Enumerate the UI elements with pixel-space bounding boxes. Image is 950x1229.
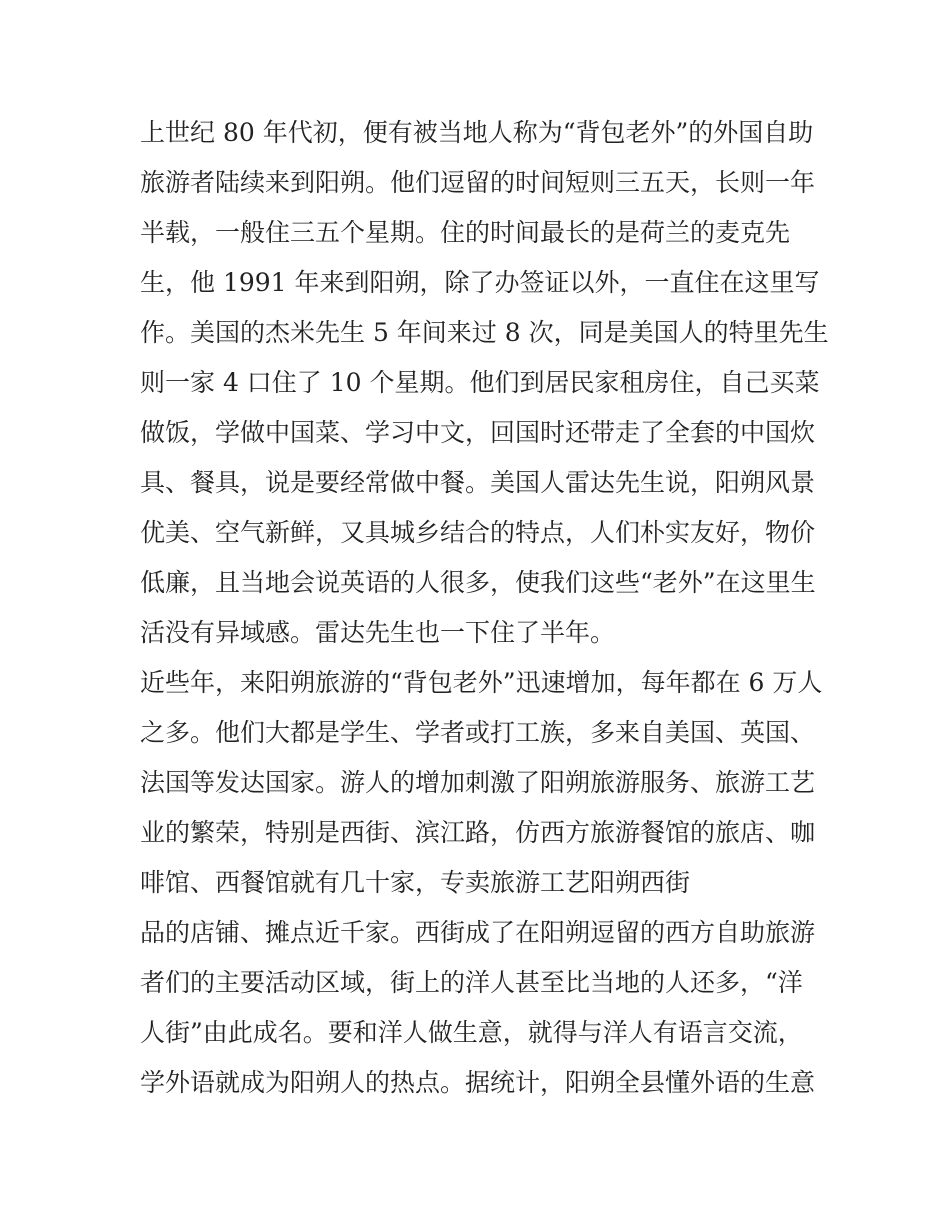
text-line: 近些年，来阳朔旅游的“背包老外”迅速增加，每年都在 6 万人	[140, 668, 823, 697]
text-line: 具、餐具，说是要经常做中餐。美国人雷达先生说，阳朔风景	[140, 468, 816, 497]
text-line: 半载，一般住三五个星期。住的时间最长的是荷兰的麦克先	[140, 218, 791, 247]
text-line: 啡馆、西餐馆就有几十家，专卖旅游工艺阳朔西街	[140, 868, 691, 897]
text-line: 优美、空气新鲜，又具城乡结合的特点，人们朴实友好，物价	[140, 518, 816, 547]
text-line: 旅游者陆续来到阳朔。他们逗留的时间短则三五天，长则一年	[140, 168, 816, 197]
text-line: 生，他 1991 年来到阳朔，除了办签证以外，一直住在这里写	[140, 268, 820, 297]
text-line: 则一家 4 口住了 10 个星期。他们到居民家租房住，自己买菜	[140, 368, 820, 397]
text-line: 活没有异域感。雷达先生也一下住了半年。	[140, 618, 616, 647]
body-text	[140, 108, 830, 1108]
text-line: 品的店铺、摊点近千家。西街成了在阳朔逗留的西方自助旅游	[140, 918, 816, 947]
text-line: 低廉，且当地会说英语的人很多，使我们这些“老外”在这里生	[140, 568, 816, 597]
text-line: 者们的主要活动区域，街上的洋人甚至比当地的人还多，“洋	[140, 968, 803, 997]
text-line: 之多。他们大都是学生、学者或打工族，多来自美国、英国、	[140, 718, 816, 747]
text-line: 人街”由此成名。要和洋人做生意，就得与洋人有语言交流，	[140, 1018, 803, 1047]
text-line: 作。美国的杰米先生 5 年间来过 8 次，同是美国人的特里先生	[140, 318, 829, 347]
text-line: 业的繁荣，特别是西街、滨江路，仿西方旅游餐馆的旅店、咖	[140, 818, 816, 847]
text-line: 做饭，学做中国菜、学习中文，回国时还带走了全套的中国炊	[140, 418, 816, 447]
text-line: 法国等发达国家。游人的增加刺激了阳朔旅游服务、旅游工艺	[140, 768, 816, 797]
text-line: 学外语就成为阳朔人的热点。据统计，阳朔全县懂外语的生意	[140, 1068, 816, 1097]
text-line: 上世纪 80 年代初，便有被当地人称为“背包老外”的外国自助	[140, 118, 814, 147]
